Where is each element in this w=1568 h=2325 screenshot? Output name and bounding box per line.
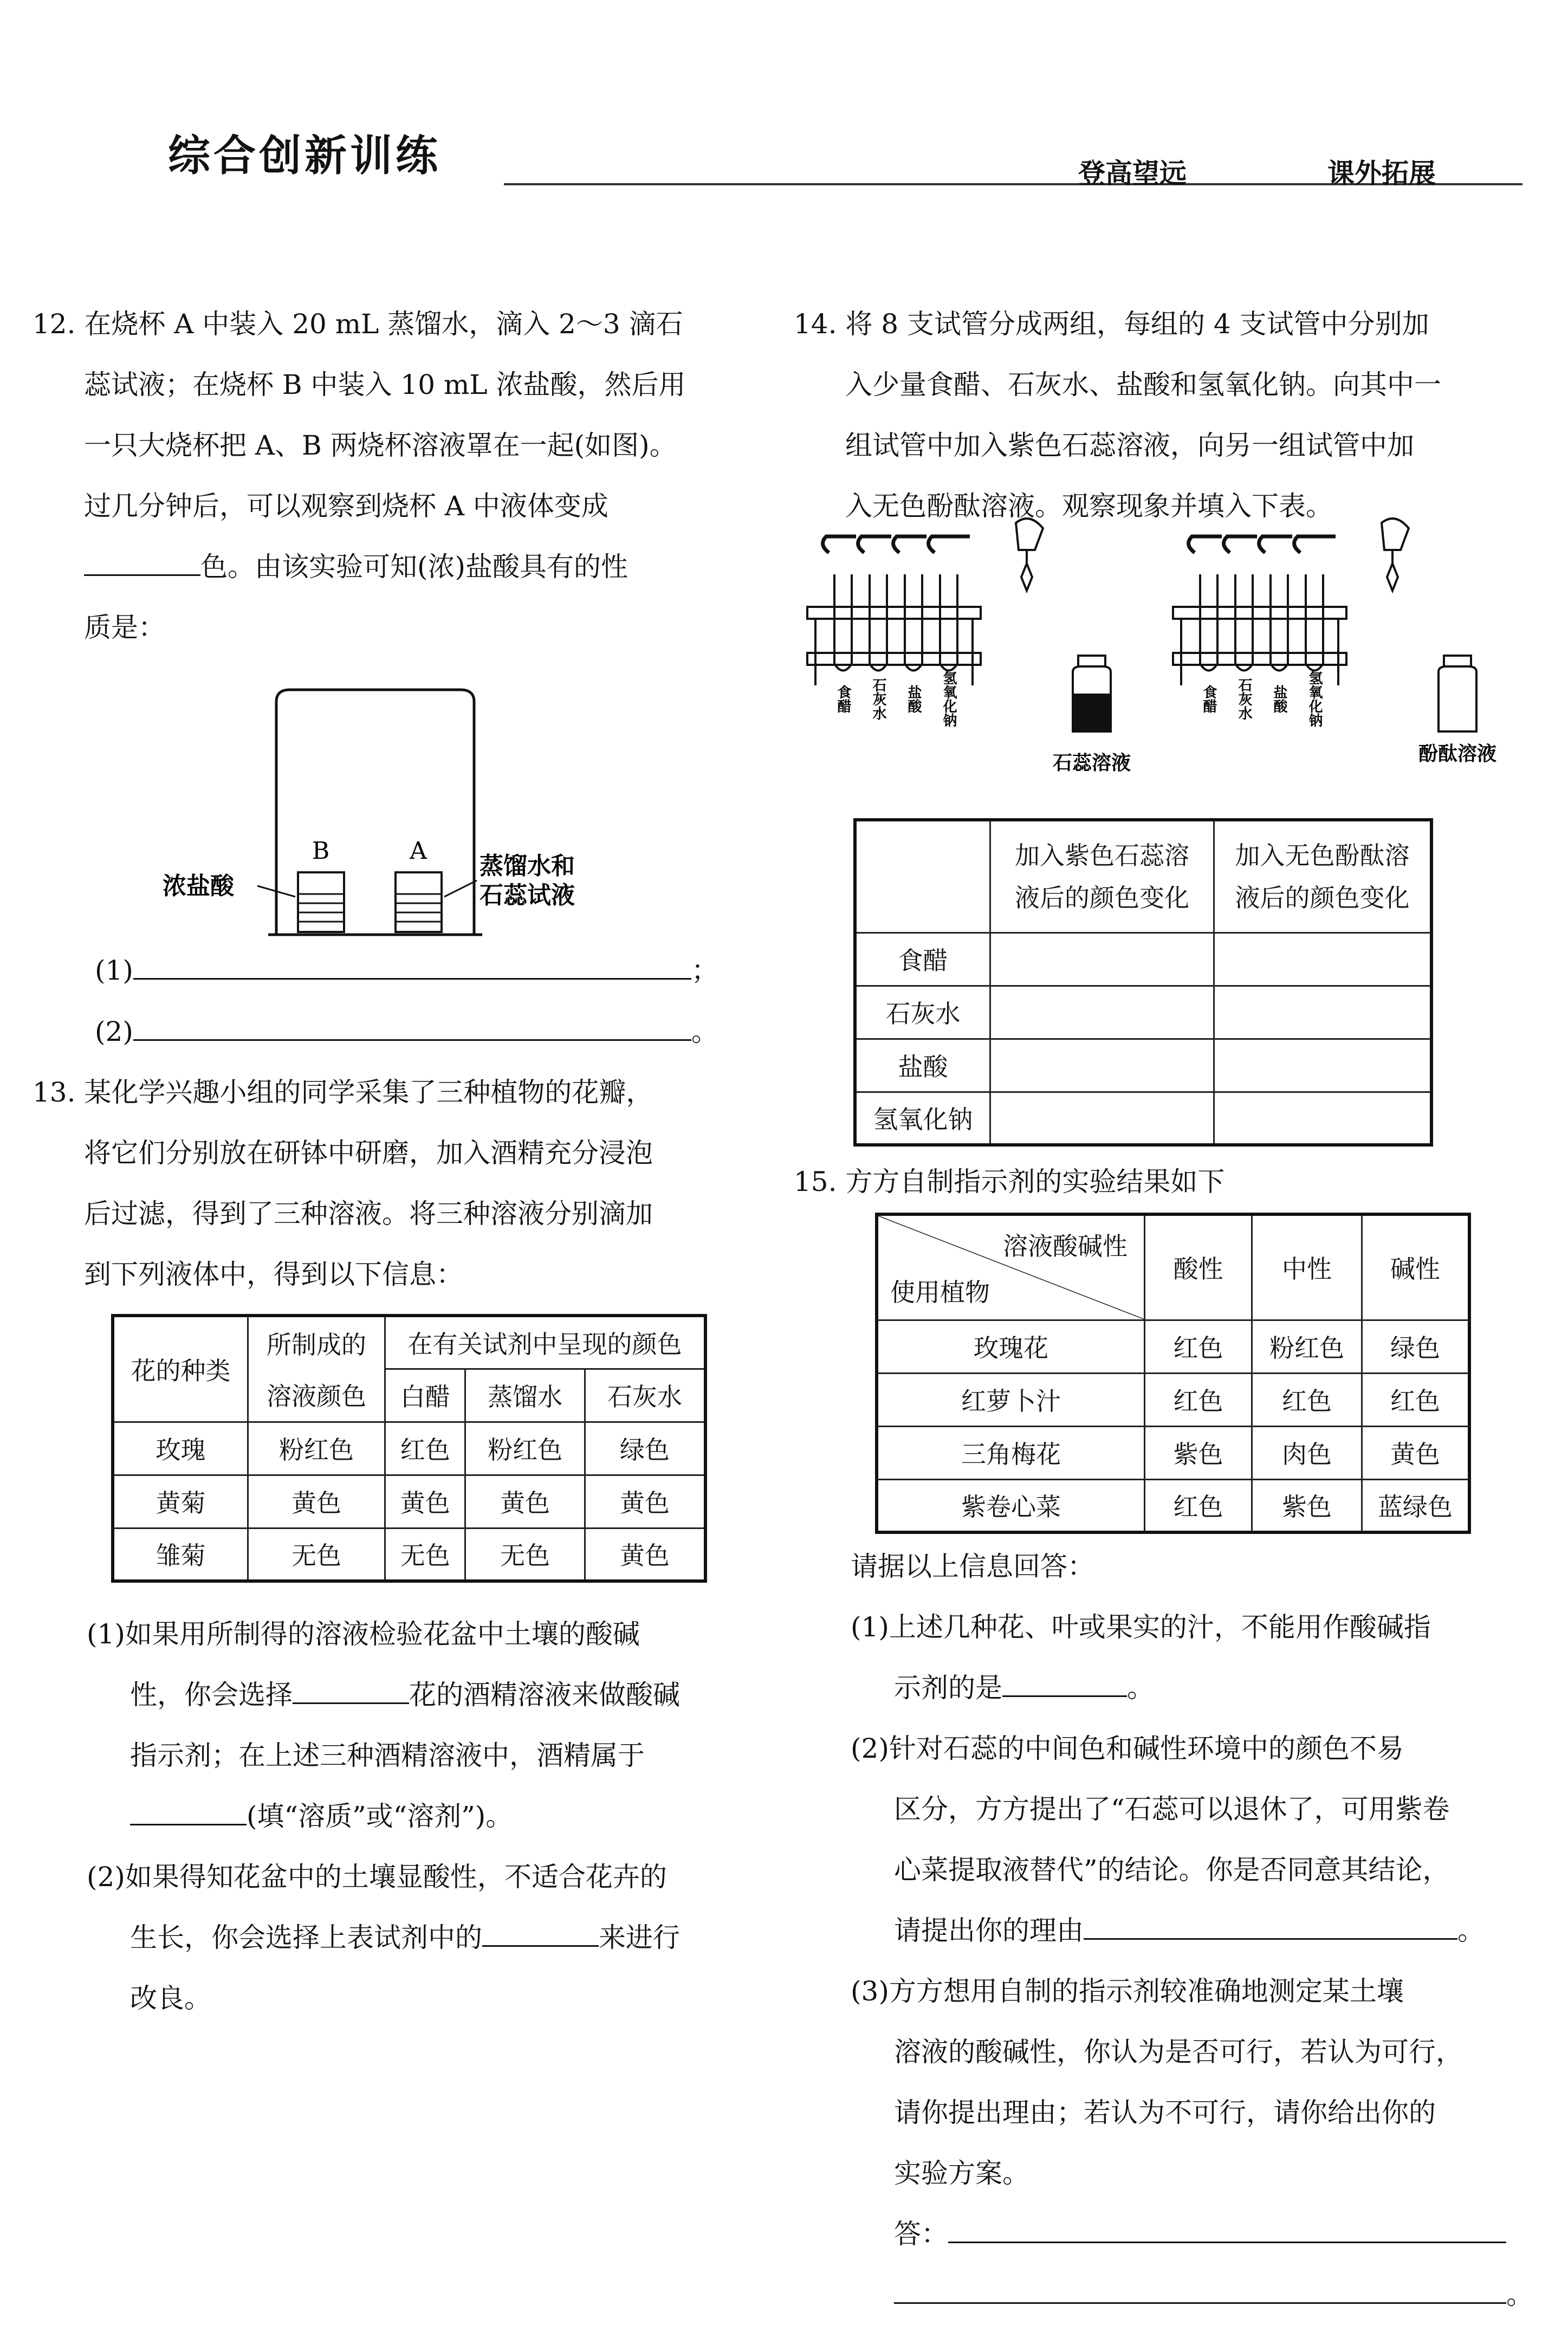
th-acidity: 溶液酸碱性 [1003, 1232, 1128, 1261]
cell: 红色 [1252, 1373, 1362, 1426]
q13-s2-line-2a: 生长，你会选择上表试剂中的 [130, 1922, 482, 1953]
q13-s1-line-1: (1)如果用所制得的溶液检验花盆中土壤的酸碱 [87, 1618, 640, 1650]
cell: 紫色 [1145, 1426, 1252, 1479]
homemade-indicator-table [875, 1213, 1471, 1534]
label-b: B [312, 837, 330, 865]
answer-cell[interactable] [990, 1039, 1214, 1092]
q13-s1-line-2a: 性，你会选择 [130, 1679, 293, 1711]
table-row [877, 1426, 1469, 1479]
cell: 肉色 [1252, 1426, 1362, 1479]
tube-label: 石灰水 [1236, 678, 1252, 720]
q12-answer-1-blank[interactable] [133, 954, 691, 980]
answer-cell[interactable] [990, 932, 1214, 986]
q15-answer-label: 答： [894, 2218, 948, 2250]
section-title: 综合创新训练 [168, 132, 442, 180]
q15-answer-blank-1[interactable] [948, 2218, 1506, 2243]
table-row [877, 1479, 1469, 1532]
beaker-figure [152, 680, 629, 940]
q12-answer-2-end: 。 [691, 1016, 718, 1047]
th-empty [855, 820, 990, 932]
row-label: 盐酸 [855, 1039, 990, 1092]
q15-s2-line-2: 区分，方方提出了“石蕊可以退休了，可用紫卷 [894, 1793, 1450, 1825]
q12-answer-2-num: (2) [95, 1016, 133, 1047]
table-row [855, 932, 1431, 986]
th-vinegar: 白醋 [385, 1369, 465, 1422]
beaker-b [298, 872, 344, 932]
q13-s1-line-2b: 花的酒精溶液来做酸碱 [409, 1679, 680, 1711]
q13-s1-line-4: (填“溶质”或“溶剂”)。 [247, 1801, 513, 1832]
q13-line-3: 后过滤，得到了三种溶液。将三种溶液分别滴加 [84, 1198, 653, 1229]
flower-table [111, 1314, 707, 1583]
table-row [113, 1475, 705, 1528]
cell: 红色 [1362, 1373, 1470, 1426]
q13-line-2: 将它们分别放在研钵中研磨，加入酒精充分浸泡 [84, 1137, 653, 1169]
question-13 [33, 1062, 748, 1305]
tube-label: 氢氧化钠 [941, 671, 957, 727]
q13-flower-blank[interactable] [293, 1679, 409, 1704]
q13-s2-line-1: (2)如果得知花盆中的土壤显酸性，不适合花卉的 [87, 1861, 667, 1893]
table-row [113, 1422, 705, 1475]
row-label: 石灰水 [855, 986, 990, 1039]
cell: 绿色 [1362, 1320, 1470, 1373]
cell: 黄色 [465, 1475, 585, 1528]
th-litmus [990, 820, 1214, 932]
cell: 黄色 [585, 1475, 705, 1528]
q15-s1-line-2: 示剂的是 [894, 1672, 1002, 1704]
th-flower-kind: 花的种类 [113, 1316, 248, 1422]
q13-reagent-blank[interactable] [482, 1921, 599, 1947]
cell: 无色 [385, 1528, 465, 1581]
q13-line-4: 到下列液体中，得到以下信息： [84, 1259, 463, 1290]
label-litmus-solution: 石蕊溶液 [1052, 752, 1131, 774]
q14-line-1: 14. 将 8 支试管分成两组，每组的 4 支试管中分别加 [794, 308, 1429, 340]
answer-cell[interactable] [990, 986, 1214, 1039]
answer-cell[interactable] [1214, 986, 1432, 1039]
answer-cell[interactable] [1214, 1039, 1432, 1092]
th-acidic: 酸性 [1145, 1214, 1252, 1320]
th-solution-color-b: 溶液颜色 [248, 1369, 385, 1422]
q15-s2-line-3: 心菜提取液替代”的结论。你是否同意其结论， [894, 1854, 1450, 1886]
question-14 [794, 294, 1552, 536]
q15-body [851, 1536, 1550, 2325]
q14-line-4: 入无色酚酞溶液。观察现象并填入下表。 [845, 490, 1333, 522]
cell: 黄色 [1362, 1426, 1470, 1479]
q12-answer-2-blank[interactable] [133, 1015, 691, 1041]
dropper-left-icon [1021, 550, 1032, 591]
q15-s3-line-3: 请你提出理由；若认为不可行，请你给出你的 [894, 2097, 1436, 2128]
q12-line-3: 一只大烧杯把 A、B 两烧杯溶液罩在一起(如图)。 [84, 430, 677, 461]
th-diagonal [877, 1214, 1145, 1320]
row-label: 食醋 [855, 932, 990, 986]
cell: 红萝卜汁 [877, 1373, 1145, 1426]
cell: 红色 [385, 1422, 465, 1475]
q15-s2-blank[interactable] [1084, 1914, 1457, 1940]
answer-cell[interactable] [990, 1092, 1214, 1145]
th-limewater: 石灰水 [585, 1369, 705, 1422]
question-12 [33, 294, 737, 658]
q12-line-2: 蕊试液；在烧杯 B 中装入 10 mL 浓盐酸，然后用 [84, 369, 686, 400]
th-litmus-line2: 液后的颜色变化 [1015, 883, 1189, 912]
q15-s1-line-1: (1)上述几种花、叶或果实的汁，不能用作酸碱指 [851, 1611, 1431, 1643]
table-row [113, 1528, 705, 1581]
q15-title: 15. 方方自制指示剂的实验结果如下 [794, 1166, 1225, 1197]
beaker-a [396, 872, 442, 932]
q13-solute-blank[interactable] [130, 1800, 247, 1825]
label-conc-hcl: 浓盐酸 [163, 872, 234, 900]
table-row [877, 1373, 1469, 1426]
q13-s2-line-2b: 来进行 [599, 1922, 680, 1953]
tube-label: 盐酸 [905, 685, 922, 713]
q12-answer-2 [95, 1001, 745, 1062]
q12-answer-1-num: (1) [95, 955, 133, 986]
dropper-right-icon [1387, 550, 1398, 591]
q12-answer-1 [95, 940, 745, 1001]
table-row [855, 1039, 1431, 1092]
label-litmus: 石蕊试液 [480, 882, 575, 909]
cell: 红色 [1145, 1479, 1252, 1532]
th-solution-color-a: 所制成的 [248, 1316, 385, 1369]
q15-s1-end: 。 [1127, 1672, 1154, 1704]
q13-s1-line-3: 指示剂；在上述三种酒精溶液中，酒精属于 [130, 1740, 645, 1771]
q15-s2-line-1: (2)针对石蕊的中间色和碱性环境中的颜色不易 [851, 1733, 1404, 1764]
table-row [877, 1320, 1469, 1373]
q15-s2-line-4: 请提出你的理由 [894, 1915, 1084, 1946]
cell: 黄菊 [113, 1475, 248, 1528]
cell: 黄色 [248, 1475, 385, 1528]
cell: 紫卷心菜 [877, 1479, 1145, 1532]
phenolphthalein-bottle-icon [1439, 656, 1476, 731]
q14-line-3: 组试管中加入紫色石蕊溶液，向另一组试管中加 [845, 430, 1414, 461]
th-litmus-line1: 加入紫色石蕊溶 [1015, 840, 1189, 870]
cell: 无色 [465, 1528, 585, 1581]
cell: 红色 [1145, 1373, 1252, 1426]
answer-cell[interactable] [1214, 932, 1432, 986]
cell: 粉红色 [1252, 1320, 1362, 1373]
th-distilled-water: 蒸馏水 [465, 1369, 585, 1422]
cell: 雏菊 [113, 1528, 248, 1581]
tube-label: 石灰水 [870, 678, 886, 720]
th-neutral: 中性 [1252, 1214, 1362, 1320]
tube-rack-left [807, 536, 981, 685]
q12-line-5: 色。由该实验可知(浓)盐酸具有的性 [200, 551, 629, 582]
q15-s3-line-2: 溶液的酸碱性，你认为是否可行，若认为可行， [894, 2036, 1463, 2068]
q15-answer-blank-2[interactable] [894, 2278, 1506, 2304]
q15-answer-end: 。 [1506, 2279, 1533, 2310]
label-phenolphthalein: 酚酞溶液 [1418, 743, 1497, 765]
q12-color-blank[interactable] [84, 551, 200, 576]
th-phenol-line1: 加入无色酚酞溶 [1235, 840, 1410, 870]
q13-line-1: 13. 某化学兴趣小组的同学采集了三种植物的花瓣， [33, 1077, 653, 1108]
q13-s2-line-3: 改良。 [130, 1983, 211, 2014]
tube-label: 食醋 [1201, 685, 1217, 713]
cell: 粉红色 [248, 1422, 385, 1475]
label-a: A [410, 837, 427, 865]
tube-label: 盐酸 [1271, 685, 1287, 713]
cell: 玫瑰花 [877, 1320, 1145, 1373]
cell: 蓝绿色 [1362, 1479, 1470, 1532]
cell: 无色 [248, 1528, 385, 1581]
q15-intro: 请据以上信息回答： [851, 1551, 1094, 1582]
cell: 紫色 [1252, 1479, 1362, 1532]
q12-line-4: 过几分钟后，可以观察到烧杯 A 中液体变成 [84, 490, 608, 522]
tube-rack-right [1173, 536, 1346, 685]
test-tube-figure [802, 512, 1506, 815]
tube-label: 食醋 [835, 685, 851, 713]
header-tag-1: 登高望远 [1078, 158, 1187, 189]
q15-s2-end: 。 [1457, 1915, 1485, 1946]
th-plant: 使用植物 [890, 1277, 990, 1307]
th-alkaline: 碱性 [1362, 1214, 1470, 1320]
cell: 黄色 [385, 1475, 465, 1528]
litmus-bottle-icon [1073, 656, 1111, 731]
th-reagent-color: 在有关试剂中呈现的颜色 [385, 1316, 706, 1369]
th-phenol-line2: 液后的颜色变化 [1235, 883, 1410, 912]
q15-s3-line-4: 实验方案。 [894, 2158, 1029, 2189]
label-water: 蒸馏水和 [480, 852, 575, 880]
q12-line-1: 12. 在烧杯 A 中装入 20 mL 蒸馏水，滴入 2～3 滴石 [33, 308, 683, 340]
q12-answer-1-end: ； [691, 955, 718, 986]
q12-line-6: 质是： [84, 612, 165, 643]
cell: 绿色 [585, 1422, 705, 1475]
q13-sub-2 [87, 1847, 748, 2029]
q14-line-2: 入少量食醋、石灰水、盐酸和氢氧化钠。向其中一 [845, 369, 1441, 400]
q13-sub-1 [87, 1604, 748, 1847]
th-phenolphthalein [1214, 820, 1432, 932]
cell: 红色 [1145, 1320, 1252, 1373]
header-tag-2: 课外拓展 [1327, 158, 1436, 189]
table-row [855, 1092, 1431, 1145]
q15-s3-line-1: (3)方方想用自制的指示剂较准确地测定某土壤 [851, 1976, 1404, 2007]
cell: 粉红色 [465, 1422, 585, 1475]
cell: 三角梅花 [877, 1426, 1145, 1479]
q15-s1-blank[interactable] [1002, 1672, 1127, 1697]
tube-label: 氢氧化钠 [1306, 671, 1323, 727]
answer-cell[interactable] [1214, 1092, 1432, 1145]
row-label: 氢氧化钠 [855, 1092, 990, 1145]
cell: 玫瑰 [113, 1422, 248, 1475]
indicator-table [853, 818, 1433, 1147]
table-row [855, 986, 1431, 1039]
cell: 黄色 [585, 1528, 705, 1581]
